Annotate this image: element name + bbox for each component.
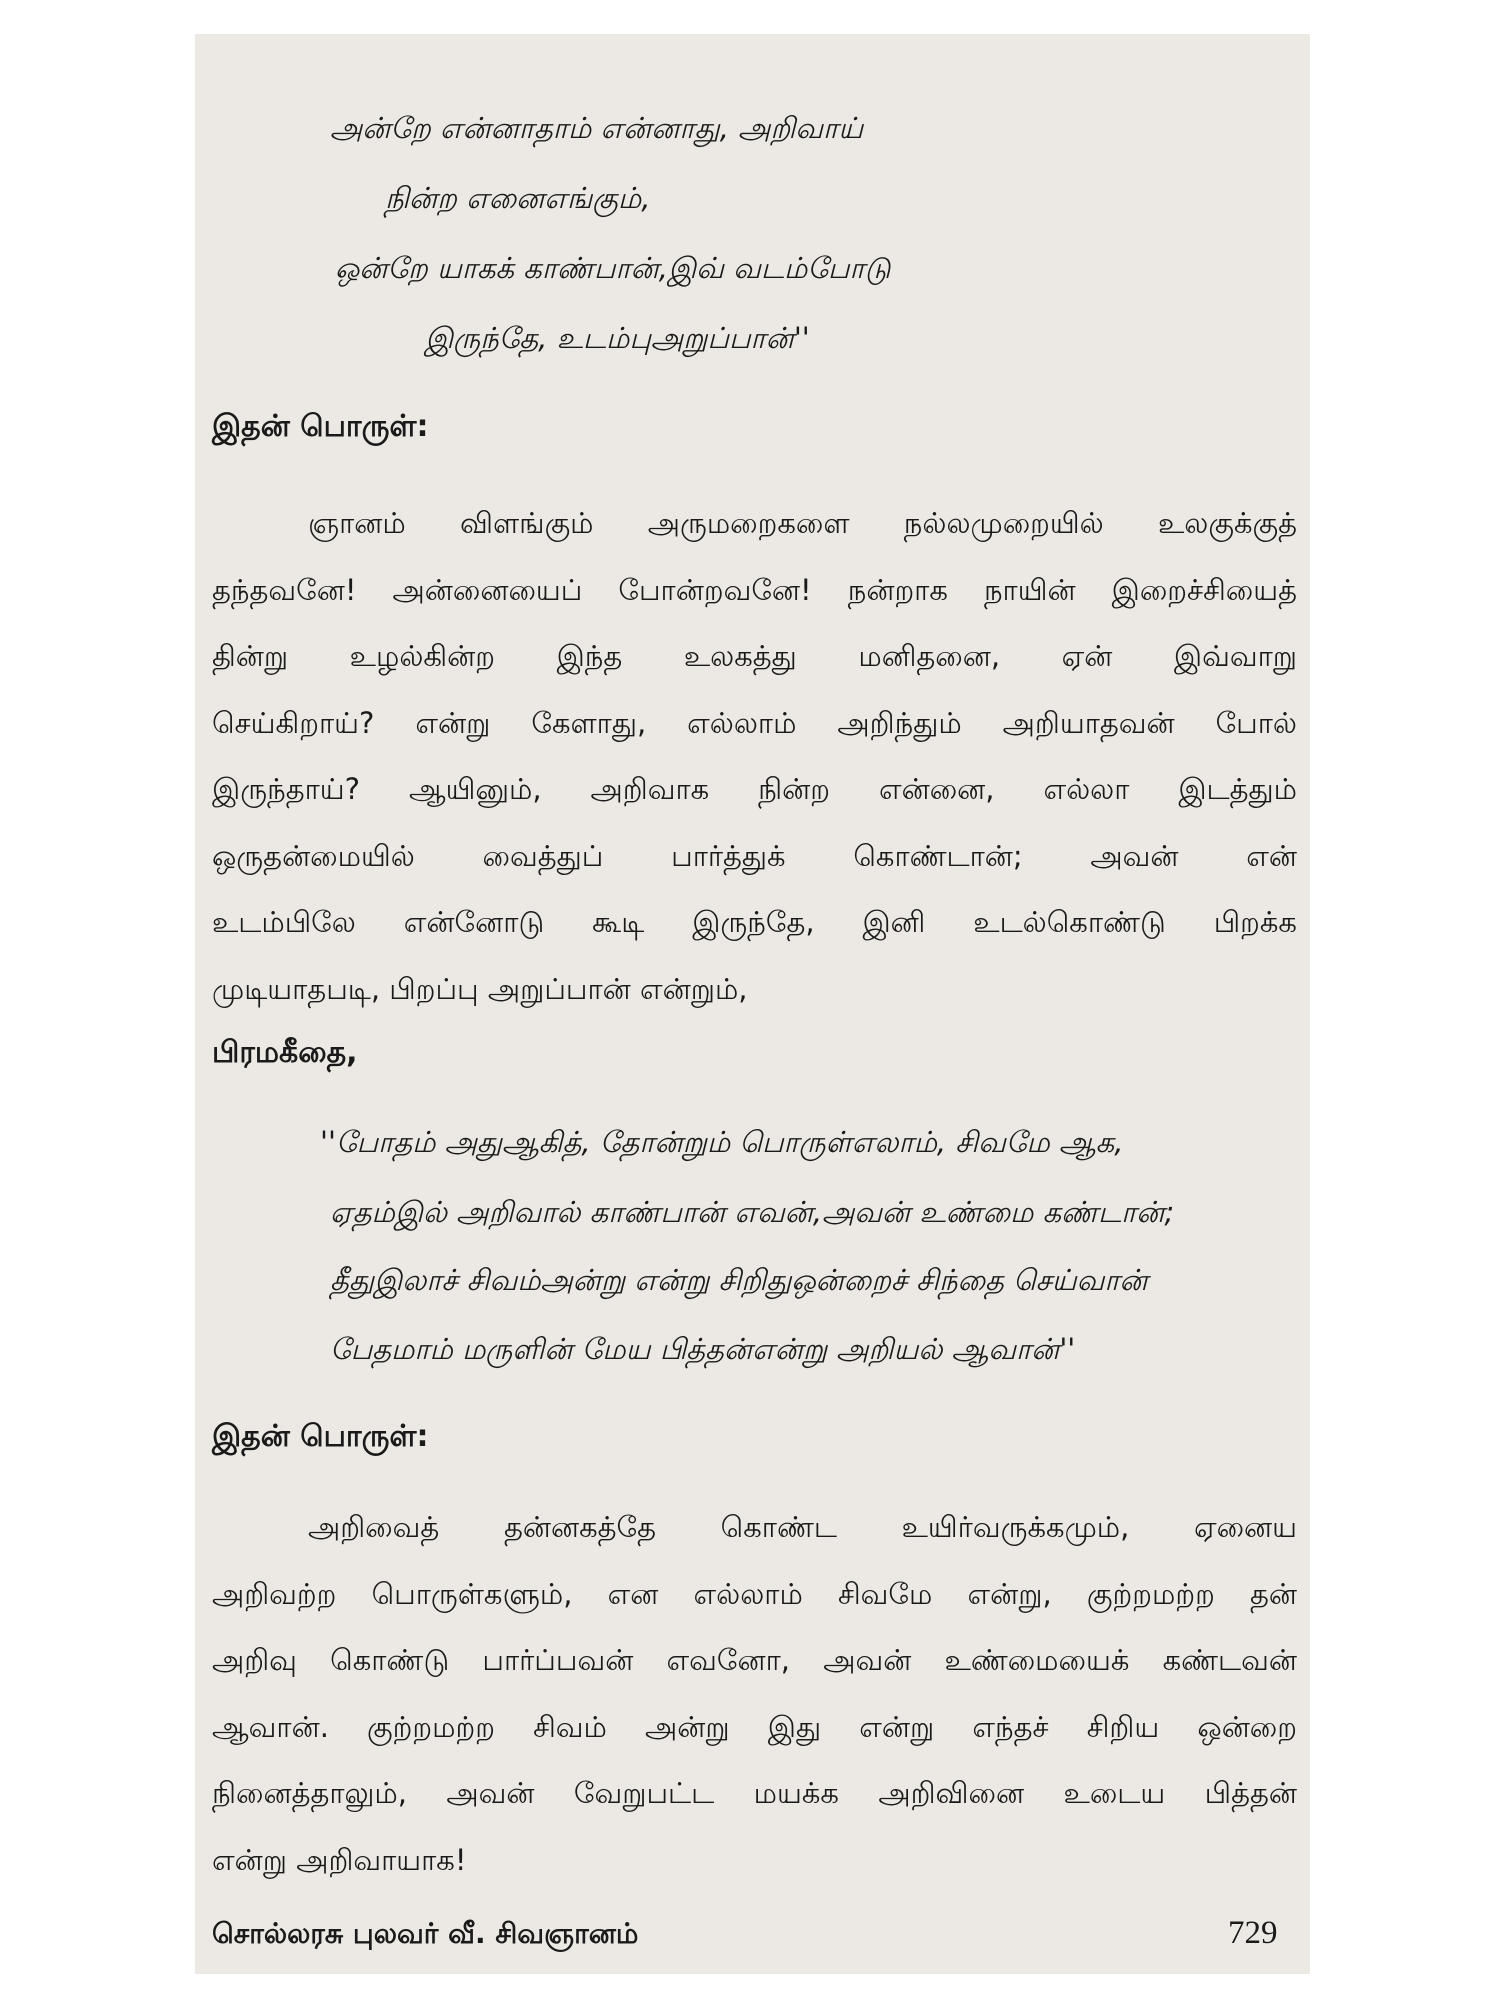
- paragraph-line: செய்கிறாய்? என்று கேளாது, எல்லாம் அறிந்தும் அறியாதவன் போல்: [212, 705, 1297, 740]
- page-number: 729: [1228, 1915, 1278, 1951]
- section-heading: இதன் பொருள்:: [212, 1419, 429, 1454]
- paragraph-line: தந்தவனே! அன்னையைப் போன்றவனே! நன்றாக நாயின் இறைச்சியைத்: [212, 572, 1297, 607]
- paragraph-line: இருந்தாய்? ஆயினும், அறிவாக நின்ற என்னை, எல்லா இடத்தும்: [212, 772, 1297, 806]
- verse-line: அன்றே என்னாதாம் என்னாது, அறிவாய்: [330, 111, 864, 145]
- paragraph: [212, 490, 1297, 1022]
- paragraph-line: நினைத்தாலும், அவன் வேறுபட்ட மயக்க அறிவினை உடைய பித்தன்: [212, 1776, 1297, 1810]
- verse-line: பேதமாம் மருளின் மேய பித்தன்என்று அறியல் ஆவான்'': [330, 1332, 1076, 1366]
- verse-line: தீதுஇலாச் சிவம்அன்று என்று சிறிதுஒன்றைச் சிந்தை செய்வான்: [330, 1263, 1148, 1297]
- paragraph-line: ஒருதன்மையில் வைத்துப் பார்த்துக் கொண்டான்; அவன் என்: [212, 838, 1297, 873]
- verse-line: ''போதம் அதுஆகித், தோன்றும் பொருள்எலாம், சிவமே ஆக,: [320, 1125, 1124, 1159]
- paragraph-line: அறிவற்ற பொருள்களும், என எல்லாம் சிவமே என்று, குற்றமற்ற தன்: [212, 1576, 1297, 1611]
- verse-line: ஒன்றே யாகக் காண்பான்,இவ் வடம்போடு: [335, 251, 891, 285]
- paragraph-line: தின்று உழல்கின்ற இந்த உலகத்து மனிதனை, ஏன் இவ்வாறு: [212, 639, 1297, 673]
- paragraph-line: ஞானம் விளங்கும் அருமறைகளை நல்லமுறையில் உலகுக்குத்: [308, 506, 1297, 540]
- verse-line: இருந்தே, உடம்புஅறுப்பான்'': [425, 321, 810, 355]
- paragraph-line: ஆவான். குற்றமற்ற சிவம் அன்று இது என்று எந்தச் சிறிய ஒன்றை: [212, 1709, 1297, 1744]
- paragraph-line: என்று அறிவாயாக!: [212, 1842, 467, 1877]
- paragraph-line: அறிவு கொண்டு பார்ப்பவன் எவனோ, அவன் உண்மையைக் கண்டவன்: [212, 1643, 1297, 1677]
- paragraph-line: முடியாதபடி, பிறப்பு அறுப்பான் என்றும்,: [212, 971, 748, 1006]
- section-heading: இதன் பொருள்:: [212, 409, 429, 444]
- paragraph: [212, 1494, 1297, 1893]
- section-heading: பிரமகீதை,: [212, 1035, 358, 1070]
- verse-line: ஏதம்இல் அறிவால் காண்பான் எவன்,அவன் உண்மை கண்டான்;: [330, 1195, 1175, 1229]
- footer-author: சொல்லரசு புலவர் வீ. சிவஞானம்: [212, 1917, 639, 1950]
- paragraph-line: அறிவைத் தன்னகத்தே கொண்ட உயிர்வருக்கமும், ஏனைய: [308, 1510, 1297, 1544]
- paragraph-line: உடம்பிலே என்னோடு கூடி இருந்தே, இனி உடல்கொண்டு பிறக்க: [212, 905, 1297, 939]
- verse-line: நின்ற எனைஎங்கும்,: [385, 181, 651, 215]
